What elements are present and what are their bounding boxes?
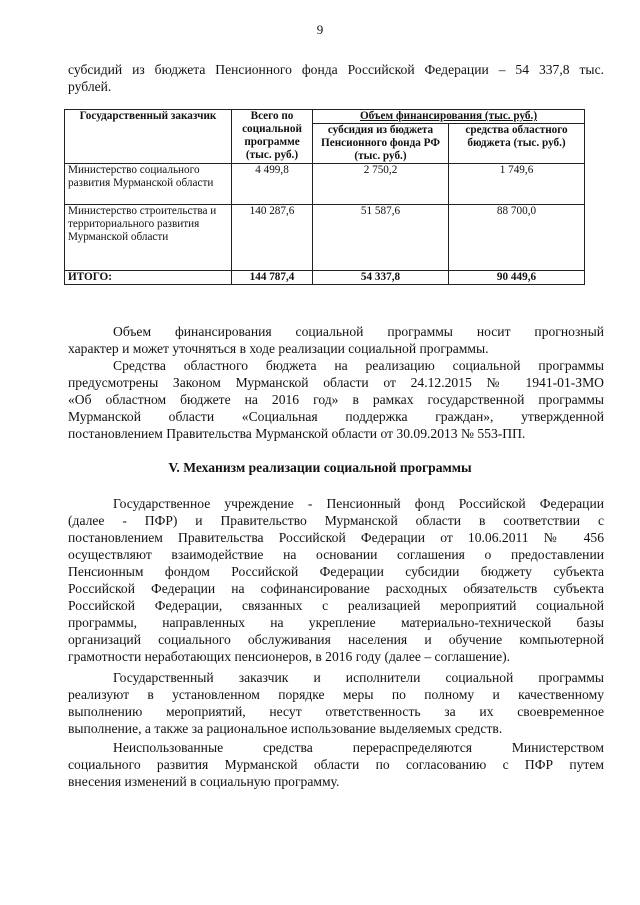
paragraph-line: Российской Федерации, связанных с реализацией мероприятий социальной [68, 598, 604, 613]
paragraph-line: Государственное учреждение - Пенсионный фонд Российской Федерации [113, 496, 604, 511]
paragraph-line: Российской Федерации на софинансирование расходных обязательств субъекта [68, 581, 604, 596]
cell-regional: 88 700,0 [449, 205, 585, 271]
paragraph-line: социального развития Мурманской области по согласованию с ПФР путем [68, 757, 604, 772]
paragraph-line: постановлением Правительства Российской Федерации от 10.06.2011 № 456 [68, 530, 604, 545]
paragraph-line: Мурманской области «Социальная поддержка граждан», утвержденной [68, 409, 604, 424]
paragraph-line: Пенсионным фондом Российской Федерации субсидии бюджету субъекта [68, 564, 604, 579]
section-heading: V. Механизм реализации социальной программы [168, 460, 472, 475]
header-regional: средства областного бюджета (тыс. руб.) [449, 124, 585, 164]
cell-regional: 90 449,6 [449, 271, 585, 285]
paragraph-line: внесения изменений в социальную программу. [68, 774, 340, 789]
cell-regional: 1 749,6 [449, 164, 585, 205]
cell-customer: Министерство строительства и территориального развития Мурманской области [65, 205, 232, 271]
paragraph-line: выполнению мероприятий, несут ответственность за их своевременное [68, 704, 604, 719]
intro-line: рублей. [68, 79, 112, 94]
cell-pfr: 54 337,8 [313, 271, 449, 285]
paragraph-line: характер и может уточняться в ходе реализации социальной программы. [68, 341, 489, 356]
paragraph-line: Неиспользованные средства перераспределяются Министерством [113, 740, 604, 755]
cell-total-label: ИТОГО: [65, 271, 232, 285]
paragraph-line: Объем финансирования социальной программы носит прогнозный [113, 324, 604, 339]
header-pfr-subsidy: субсидия из бюджета Пенсионного фонда РФ (тыс. руб.) [313, 124, 449, 164]
paragraph-line: грамотности неработающих пенсионеров, в 2016 году (далее – соглашение). [68, 649, 511, 664]
table-total-row [65, 271, 585, 285]
table-row [65, 205, 585, 271]
cell-pfr: 51 587,6 [313, 205, 449, 271]
cell-customer: Министерство социального развития Мурманской области [65, 164, 232, 205]
header-customer: Государственный заказчик [65, 110, 232, 164]
paragraph-line: реализуют в установленном порядке меры по полному и качественному [68, 687, 604, 702]
paragraph-line: Средства областного бюджета на реализацию социальной программы [113, 358, 604, 373]
cell-total: 144 787,4 [232, 271, 313, 285]
paragraph-line: организаций социального обслуживания населения и обучение компьютерной [68, 632, 604, 647]
page-number: 9 [316, 22, 324, 37]
paragraph-line: программы, направленных на укрепление материально-технической базы [68, 615, 604, 630]
header-financing: Объем финансирования (тыс. руб.) [313, 110, 585, 124]
cell-total: 140 287,6 [232, 205, 313, 271]
paragraph-line: «Об областном бюджете на 2016 год» в рамках государственной программы [68, 392, 604, 407]
paragraph-line: осуществляют взаимодействие на основании соглашения о предоставлении [68, 547, 604, 562]
paragraph-line: выполнение, а также за рациональное использование выделяемых средств. [68, 721, 503, 736]
financing-table [64, 109, 585, 285]
cell-total: 4 499,8 [232, 164, 313, 205]
paragraph-line: постановлением Правительства Мурманской области от 30.09.2013 № 553-ПП. [68, 426, 526, 441]
header-total: Всего по социальной программе (тыс. руб.) [232, 110, 313, 164]
paragraph-line: предусмотрены Законом Мурманской области от 24.12.2015 № 1941-01-ЗМО [68, 375, 604, 390]
intro-line: субсидий из бюджета Пенсионного фонда Российской Федерации – 54 337,8 тыс. [68, 62, 604, 77]
cell-pfr: 2 750,2 [313, 164, 449, 205]
table-row [65, 164, 585, 205]
paragraph-line: (далее - ПФР) и Правительство Мурманской области в соответствии с [68, 513, 604, 528]
paragraph-line: Государственный заказчик и исполнители социальной программы [113, 670, 604, 685]
